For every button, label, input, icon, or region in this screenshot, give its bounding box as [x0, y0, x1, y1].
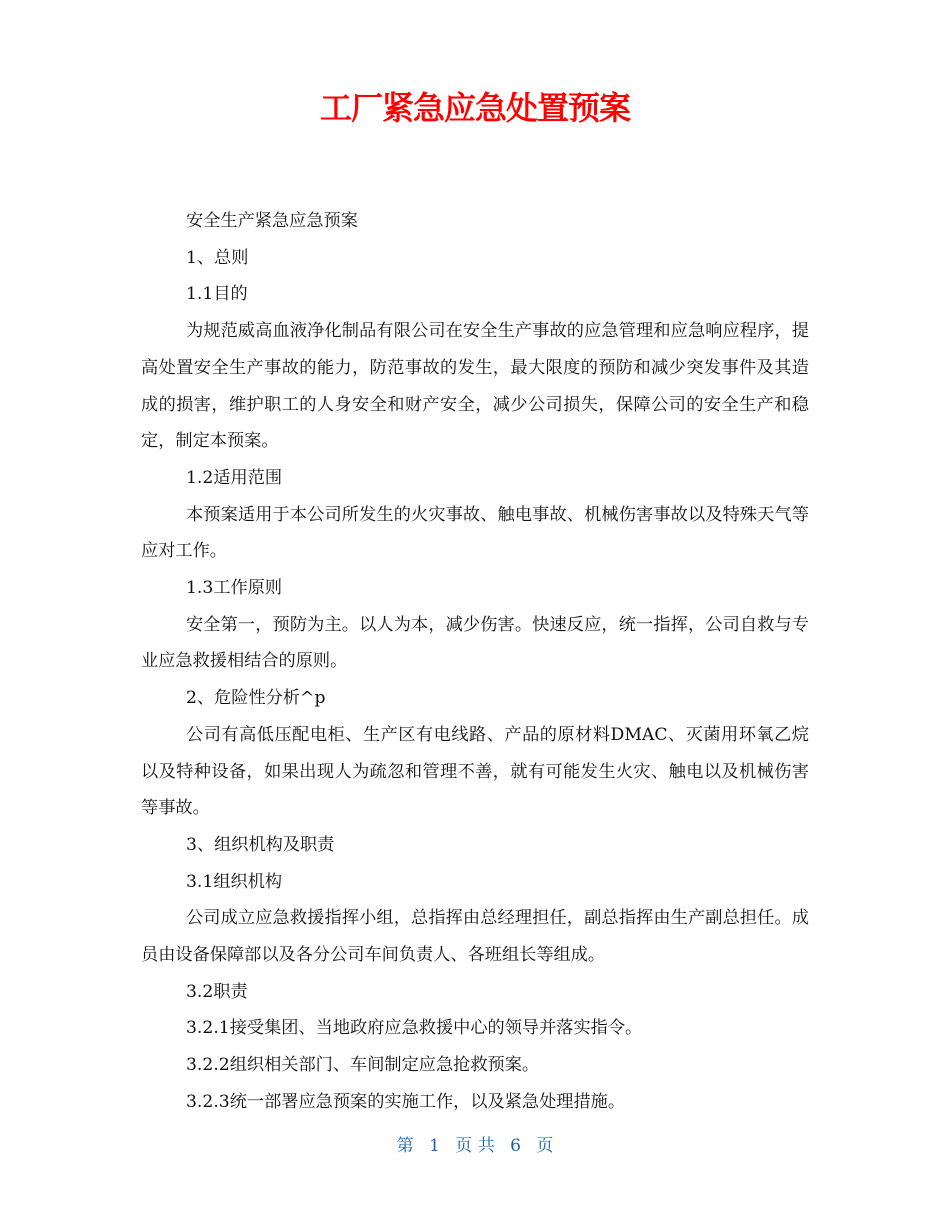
paragraph: 本预案适用于本公司所发生的火灾事故、触电事故、机械伤害事故以及特殊天气等应对工作。: [141, 504, 809, 562]
document-body: [141, 203, 809, 1121]
section-heading: 2、危险性分析^p: [186, 688, 326, 709]
subsection-heading: 1.1目的: [186, 284, 248, 305]
section-heading: 3、组织机构及职责: [186, 834, 335, 855]
footer-prefix: 第: [396, 1136, 414, 1156]
document-title: 工厂紧急应急处置预案: [319, 89, 630, 127]
page-total: 6: [510, 1136, 521, 1156]
subsection-heading: 1.2适用范围: [186, 467, 283, 488]
paragraph-heading: 安全生产紧急应急预案: [186, 211, 358, 231]
list-item: 3.2.3统一部署应急预案的实施工作，以及紧急处理措施。: [186, 1091, 626, 1112]
page-footer: [0, 1133, 950, 1159]
paragraph: 安全第一，预防为主。以人为本，减少伤害。快速反应，统一指挥，公司自救与专业应急救援相结合的原则。: [141, 614, 809, 672]
footer-middle: 页 共: [455, 1136, 495, 1156]
paragraph: 为规范威高血液净化制品有限公司在安全生产事故的应急管理和应急响应程序，提高处置安全生产事故的能力，防范事故的发生，最大限度的预防和减少突发事件及其造成的损害，维护职工的人身安全和财产安全，减少公司损失，保障公司的安全生产和稳定，制定本预案。: [141, 321, 809, 452]
subsection-heading: 3.1组织机构: [186, 871, 283, 892]
page-number: 1: [429, 1136, 440, 1156]
footer-suffix: 页: [536, 1136, 554, 1156]
list-item: 3.2.1接受集团、当地政府应急救援中心的领导并落实指令。: [186, 1018, 643, 1039]
list-item: 3.2.2组织相关部门、车间制定应急抢救预案。: [186, 1055, 540, 1076]
subsection-heading: 3.2职责: [186, 981, 248, 1002]
subsection-heading: 1.3工作原则: [186, 578, 283, 599]
paragraph: 公司成立应急救援指挥小组，总指挥由总经理担任，副总指挥由生产副总担任。成员由设备保障部以及各分公司车间负责人、各班组长等组成。: [141, 908, 809, 966]
paragraph: 公司有高低压配电柜、生产区有电线路、产品的原材料DMAC、灭菌用环氧乙烷以及特种设备，如果出现人为疏忽和管理不善，就有可能发生火灾、触电以及机械伤害等事故。: [141, 724, 809, 819]
section-heading: 1、总则: [186, 247, 249, 268]
